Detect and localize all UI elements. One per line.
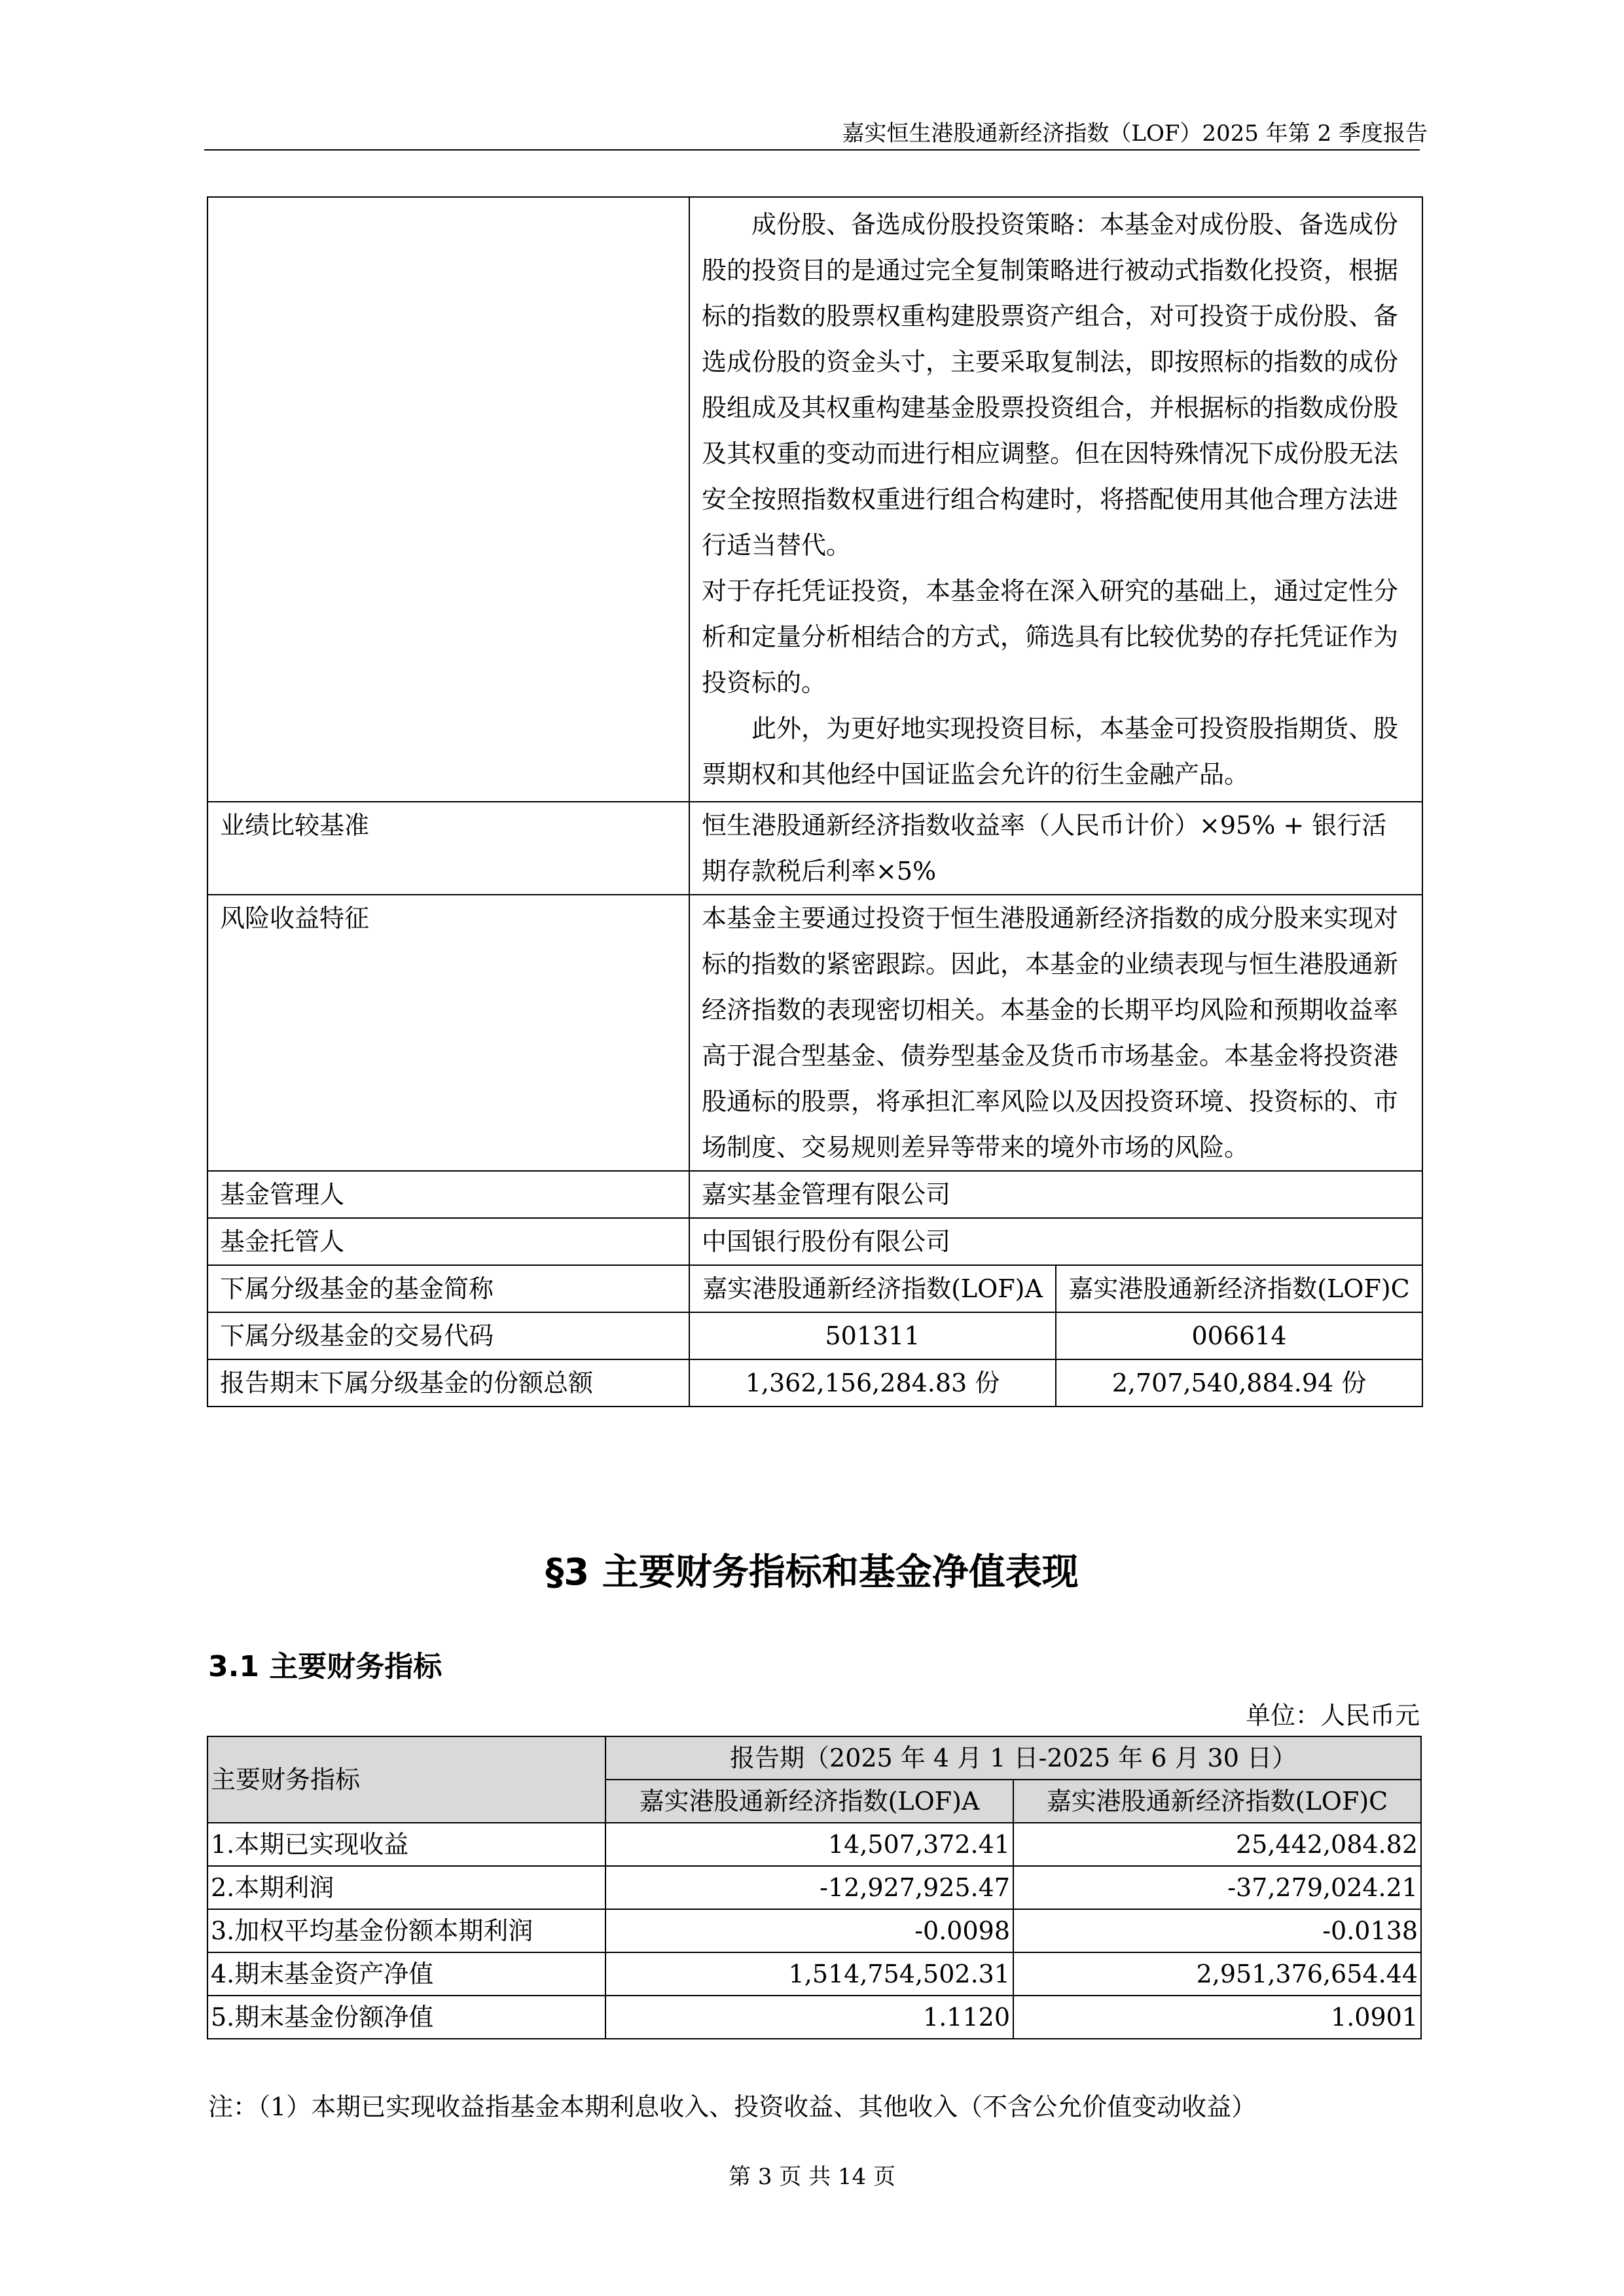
risk-label: 风险收益特征 (208, 895, 689, 1171)
strategy-label-cell (208, 197, 689, 802)
value-a: 1,514,754,502.31 (605, 1952, 1013, 1996)
fund-profile-table (207, 196, 1423, 1407)
table-row (208, 1909, 1421, 1952)
custodian-value: 中国银行股份有限公司 (689, 1218, 1422, 1265)
column-header-a: 嘉实港股通新经济指数(LOF)A (605, 1780, 1013, 1823)
table-row (208, 1866, 1421, 1909)
share-class-a-total: 1,362,156,284.83 份 (689, 1359, 1056, 1407)
table-row (208, 802, 1422, 895)
value-a: 1.1120 (605, 1996, 1013, 2039)
value-a: 14,507,372.41 (605, 1823, 1013, 1866)
table-row (208, 1359, 1422, 1407)
corner-label: 主要财务指标 (208, 1736, 605, 1823)
share-class-c-total: 2,707,540,884.94 份 (1056, 1359, 1422, 1407)
table-row (208, 197, 1422, 802)
report-header-title: 嘉实恒生港股通新经济指数（LOF）2025 年第 2 季度报告 (842, 120, 1428, 147)
table-row (208, 1312, 1422, 1359)
table-row (208, 1952, 1421, 1996)
value-a: -0.0098 (605, 1909, 1013, 1952)
share-class-code-label: 下属分级基金的交易代码 (208, 1312, 689, 1359)
value-a: -12,927,925.47 (605, 1866, 1013, 1909)
benchmark-value: 恒生港股通新经济指数收益率（人民币计价）×95% + 银行活期存款税后利率×5% (689, 802, 1422, 895)
row-label: 5.期末基金份额净值 (208, 1996, 605, 2039)
share-class-total-label: 报告期末下属分级基金的份额总额 (208, 1359, 689, 1407)
row-label: 3.加权平均基金份额本期利润 (208, 1909, 605, 1952)
row-label: 1.本期已实现收益 (208, 1823, 605, 1866)
table-row (208, 1171, 1422, 1218)
value-c: 2,951,376,654.44 (1013, 1952, 1421, 1996)
strategy-value-cell (689, 197, 1422, 802)
unit-label: 单位：人民币元 (1245, 1701, 1420, 1730)
share-class-a-name: 嘉实港股通新经济指数(LOF)A (689, 1265, 1056, 1312)
strategy-paragraph: 对于存托凭证投资，本基金将在深入研究的基础上，通过定性分析和定量分析相结合的方式，筛选具有比较优势的存托凭证作为投资标的。 (702, 577, 1399, 697)
row-label: 2.本期利润 (208, 1866, 605, 1909)
table-row (208, 1996, 1421, 2039)
value-c: -0.0138 (1013, 1909, 1421, 1952)
header-divider (204, 149, 1420, 151)
strategy-paragraph: 成份股、备选成份股投资策略：本基金对成份股、备选成份股的投资目的是通过完全复制策略进行被动式指数化投资，根据标的指数的股票权重构建股票资产组合，对可投资于成份股、备选成份股的资金头寸，主要采取复制法，即按照标的指数的成份股组成及其权重构建基金股票投资组合，并根据标的指数成份股及其权重的变动而进行相应调整。但在因特殊情况下成份股无法安全按照指数权重进行组合构建时，将搭配使用其他合理方法进行适当替代。 (702, 210, 1399, 560)
share-class-c-code: 006614 (1056, 1312, 1422, 1359)
table-header-row (208, 1736, 1421, 1780)
table-row (208, 895, 1422, 1171)
share-class-name-label: 下属分级基金的基金简称 (208, 1265, 689, 1312)
manager-value: 嘉实基金管理有限公司 (689, 1171, 1422, 1218)
strategy-paragraph: 此外，为更好地实现投资目标，本基金可投资股指期货、股票期权和其他经中国证监会允许的衍生金融产品。 (702, 714, 1399, 789)
manager-label: 基金管理人 (208, 1171, 689, 1218)
risk-value: 本基金主要通过投资于恒生港股通新经济指数的成分股来实现对标的指数的紧密跟踪。因此，本基金的业绩表现与恒生港股通新经济指数的表现密切相关。本基金的长期平均风险和预期收益率高于混合型基金、债券型基金及货币市场基金。本基金将投资港股通标的股票，将承担汇率风险以及因投资环境、投资标的、市场制度、交易规则差异等带来的境外市场的风险。 (689, 895, 1422, 1171)
table-row (208, 1265, 1422, 1312)
footnote: 注：（1）本期已实现收益指基金本期利息收入、投资收益、其他收入（不含公允价值变动收益） (208, 2092, 1257, 2121)
value-c: -37,279,024.21 (1013, 1866, 1421, 1909)
row-label: 4.期末基金资产净值 (208, 1952, 605, 1996)
section-heading: §3 主要财务指标和基金净值表现 (545, 1551, 1079, 1594)
table-row (208, 1218, 1422, 1265)
share-class-c-name: 嘉实港股通新经济指数(LOF)C (1056, 1265, 1422, 1312)
share-class-a-code: 501311 (689, 1312, 1056, 1359)
financial-indicators-table (207, 1736, 1422, 2039)
period-header: 报告期（2025 年 4 月 1 日-2025 年 6 月 30 日） (605, 1736, 1421, 1780)
table-row (208, 1823, 1421, 1866)
sub-heading: 3.1 主要财务指标 (208, 1650, 442, 1683)
custodian-label: 基金托管人 (208, 1218, 689, 1265)
value-c: 25,442,084.82 (1013, 1823, 1421, 1866)
benchmark-label: 业绩比较基准 (208, 802, 689, 895)
value-c: 1.0901 (1013, 1996, 1421, 2039)
page-number: 第 3 页 共 14 页 (729, 2164, 895, 2190)
column-header-c: 嘉实港股通新经济指数(LOF)C (1013, 1780, 1421, 1823)
